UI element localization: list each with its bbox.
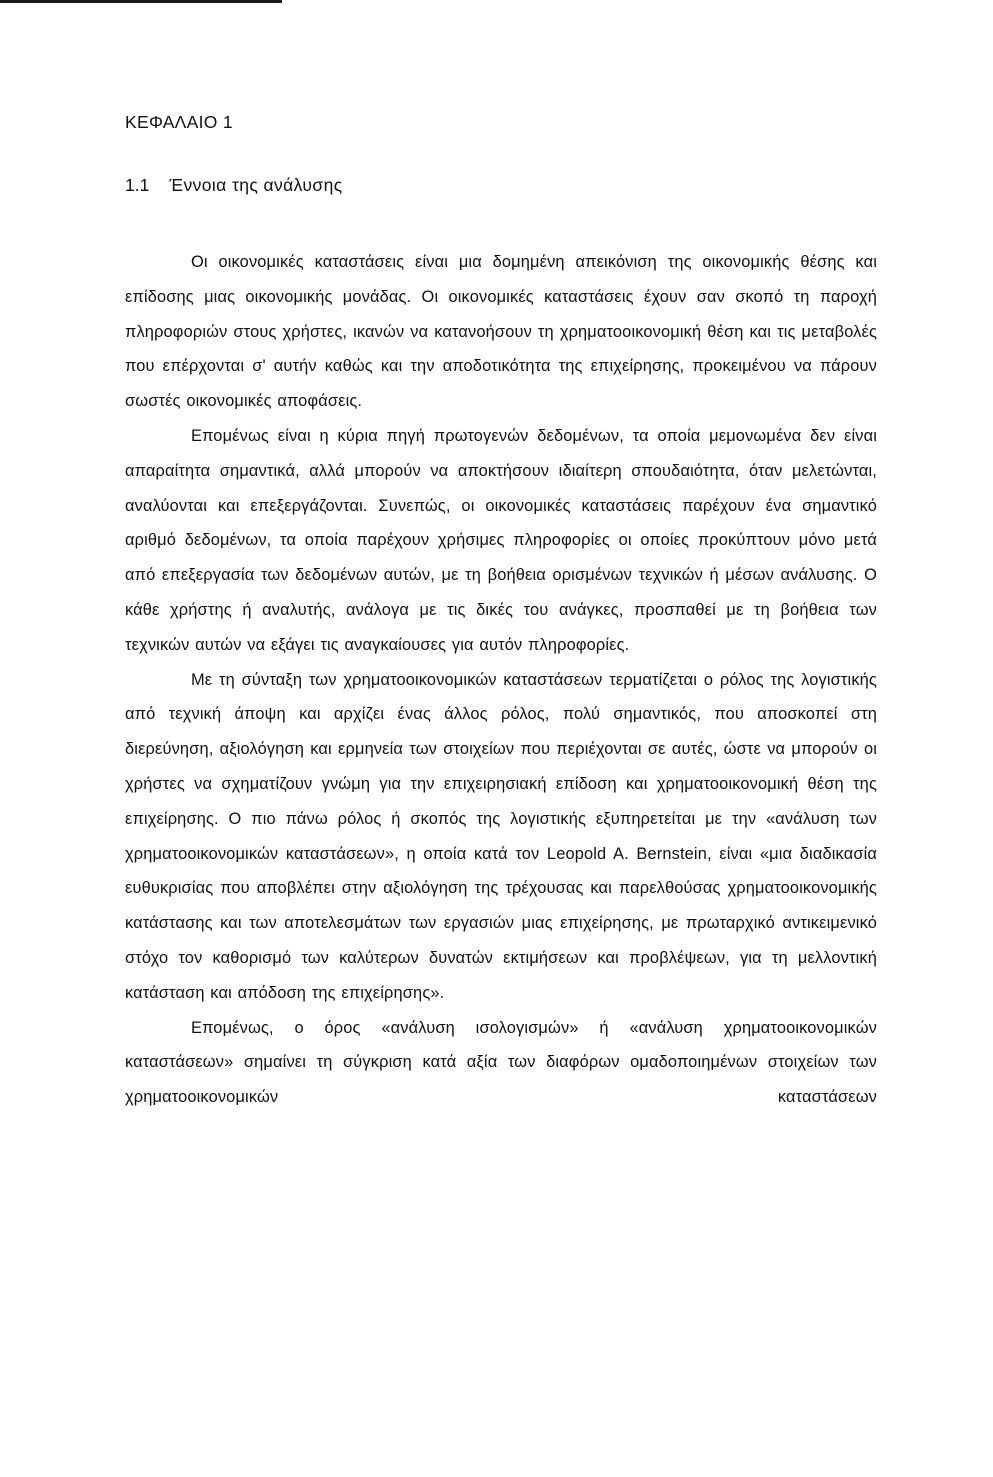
chapter-heading: ΚΕΦΑΛΑΙΟ 1 <box>125 112 233 132</box>
body-text <box>125 245 877 1115</box>
top-rule <box>0 0 282 3</box>
document-page <box>125 110 877 1115</box>
paragraph-3: Με τη σύνταξη των χρηματοοικονομικών καταστάσεων τερματίζεται ο ρόλος της λογιστικής από τεχνική άποψη και αρχίζει ένας άλλος ρόλος, πολύ σημαντικός, που αποσκοπεί στη διερεύνηση, αξιολόγηση και ερμηνεία των στοιχείων που περιέχονται σε αυτές, ώστε να μπορούν οι χρήστες να σχηματίζουν γνώμη για την επιχειρησιακή επίδοση και χρηματοοικονομική θέση της επιχείρησης. Ο πιο πάνω ρόλος ή σκοπός της λογιστικής εξυπηρετείται με την «ανάλυση των χρηματοοικονομικών καταστάσεων», η οποία κατά τον Leopold A. Bernstein, είναι «μια διαδικασία ευθυκρισίας που αποβλέπει στην αξιολόγηση της τρέχουσας και παρελθούσας χρηματοοικονομικής κατάστασης και των αποτελεσμάτων των εργασιών μιας επιχείρησης, με πρωταρχικό αντικειμενικό στόχο τον καθορισμό των καλύτερων δυνατών εκτιμήσεων και προβλέψεων, για τη μελλοντική κατάσταση και απόδοση της επιχείρησης». <box>125 670 877 1002</box>
paragraph-4: Επομένως, ο όρος «ανάλυση ισολογισμών» ή «ανάλυση χρηματοοικονομικών καταστάσεων» σημαίνει τη σύγκριση κατά αξία των διαφόρων ομαδοποιημένων στοιχείων των χρηματοοικονομικών καταστάσεων <box>125 1018 877 1107</box>
paragraph-2: Επομένως είναι η κύρια πηγή πρωτογενών δεδομένων, τα οποία μεμονωμένα δεν είναι απαραίτητα σημαντικά, αλλά μπορούν να αποκτήσουν ιδιαίτερη σπουδαιότητα, όταν μελετώνται, αναλύονται και επεξεργάζονται. Συνεπώς, οι οικονομικές καταστάσεις παρέχουν ένα σημαντικό αριθμό δεδομένων, τα οποία παρέχουν χρήσιμες πληροφορίες οι οποίες προκύπτουν μόνο μετά από επεξεργασία των δεδομένων αυτών, με τη βοήθεια ορισμένων τεχνικών ή μέσων ανάλυσης. Ο κάθε χρήστης ή αναλυτής, ανάλογα με τις δικές του ανάγκες, προσπαθεί με τη βοήθεια των τεχνικών αυτών να εξάγει τις αναγκαίουσες για αυτόν πληροφορίες. <box>125 426 877 654</box>
section-heading <box>125 173 877 197</box>
paragraph-1: Οι οικονομικές καταστάσεις είναι μια δομημένη απεικόνιση της οικονομικής θέσης και επίδοσης μιας οικονομικής μονάδας. Οι οικονομικές καταστάσεις έχουν σαν σκοπό τη παροχή πληροφοριών στους χρήστες, ικανών να κατανοήσουν τη χρηματοοικονομική θέση και τις μεταβολές που επέρχονται σ' αυτήν καθώς και την αποδοτικότητα της επιχείρησης, προκειμένου να πάρουν σωστές οικονομικές αποφάσεις. <box>125 253 877 411</box>
section-title: Έννοια της ανάλυσης <box>169 175 343 195</box>
section-number: 1.1 <box>125 175 150 195</box>
